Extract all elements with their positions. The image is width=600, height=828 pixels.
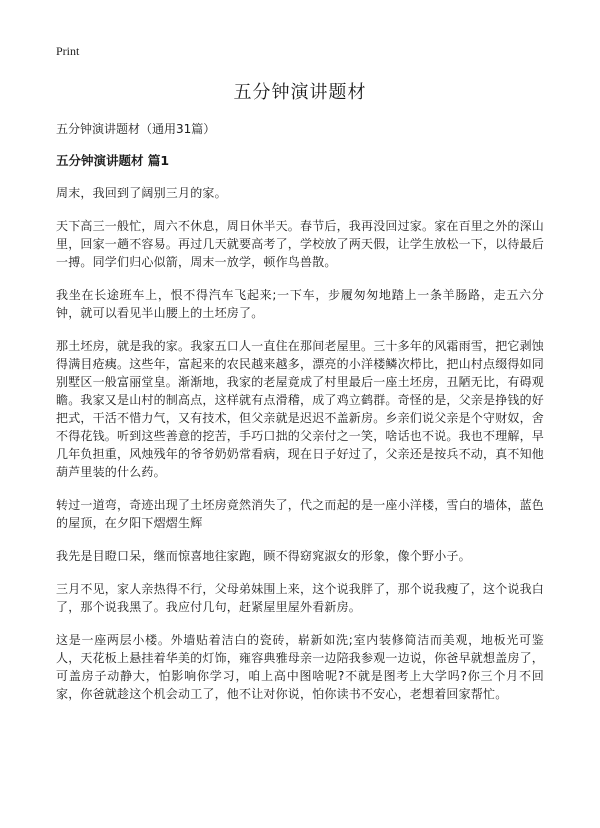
paragraph: 我先是目瞪口呆，继而惊喜地往家跑，顾不得窈窕淑女的形象，像个野小子。	[56, 549, 471, 563]
section-heading: 五分钟演讲题材 篇1	[56, 153, 170, 168]
document-subtitle: 五分钟演讲题材（通用31篇）	[56, 122, 216, 136]
paragraph: 我坐在长途班车上，恨不得汽车飞起来;一下车，步履匆匆地踏上一条羊肠路，走五六分钟，就可以看见半山腰上的土坯房了。	[56, 288, 544, 320]
paragraph: 这是一座两层小楼。外墙贴着洁白的瓷砖，崭新如洗;室内装修简洁而美观，地板光可鉴人，天花板上悬挂着华美的灯饰，雍容典雅母亲一边陪我参观一边说，你爸早就想盖房了，可盖房子动静大，怕影响你学习，咱上高中图啥呢?不就是图考上大学吗?你三个月不回家，你爸就趁这个机会动工了，他不让对你说，怕你读书不安心，老想着回家帮忙。	[56, 633, 545, 701]
paragraph: 天下高三一般忙，周六不休息，周日休半天。春节后，我再没回过家。家在百里之外的深山里，回家一趟不容易。再过几天就要高考了，学校放了两天假，让学生放松一下，以待最后一搏。同学们归心似箭，周末一放学，顿作鸟兽散。	[56, 219, 545, 269]
paragraph: 那土坯房，就是我的家。我家五口人一直住在那间老屋里。三十多年的风霜雨雪，把它剥蚀得满目疮痍。这些年，富起来的农民越来越多，漂亮的小洋楼鳞次栉比，把山村点缀得如同别墅区一般富丽堂皇。渐渐地，我家的老屋竟成了村里最后一座土坯房，丑陋无比，有碍观瞻。我家又是山村的制高点，这样就有点滑稽，成了鸡立鹤群。奇怪的是，父亲是挣钱的好把式，干活不惜力气，又有技术，但父亲就是迟迟不盖新房。乡亲们说父亲是个守财奴，舍不得花钱。听到这些善意的挖苦，手巧口拙的父亲付之一笑，啥话也不说。我也不理解，早几年负担重，风烛残年的爷爷奶奶常看病，现在日子好过了，父亲还是按兵不动，真不知他葫芦里装的什么药。	[56, 339, 545, 479]
document-body	[56, 120, 544, 718]
paragraph: 转过一道弯，奇迹出现了土坯房竟然消失了，代之而起的是一座小洋楼，雪白的墙体，蓝色的屋顶，在夕阳下熠熠生辉	[56, 498, 545, 530]
paragraph: 周末，我回到了阔别三月的家。	[56, 186, 227, 200]
page-title: 五分钟演讲题材	[233, 82, 367, 103]
paragraph: 三月不见，家人亲热得不行，父母弟妹围上来，这个说我胖了，那个说我瘦了，这个说我白了，那个说我黑了。我应付几句，赶紧屋里屋外看新房。	[56, 582, 545, 614]
print-link[interactable]: Print	[56, 44, 80, 58]
